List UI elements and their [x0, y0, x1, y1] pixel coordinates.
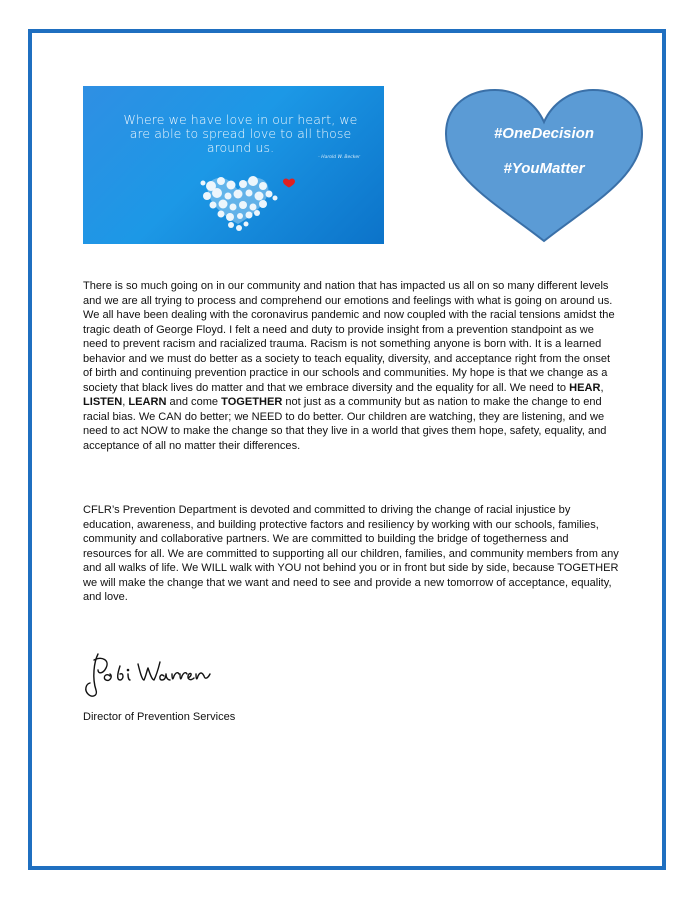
quote-banner-image — [83, 86, 384, 244]
word-together: TOGETHER — [221, 396, 283, 409]
word-listen: LISTEN — [83, 396, 123, 409]
letter-paragraph-1 — [83, 279, 619, 454]
para1-text-after: not just as a community but as nation to make the change to end racial bias. We CAN do better; we NEED to do better. Our children are watching, they are listening, and we need to act NOW to make the change so that they live in a world that gives them hope, safety, equality, and acceptance of all no matter their differences. — [83, 396, 607, 453]
quote-author: - Harold W. Becker — [318, 155, 360, 160]
word-hear: HEAR — [569, 381, 601, 394]
signer-title: Director of Prevention Services — [83, 711, 236, 723]
heart-cluster-icon — [83, 86, 384, 244]
hashtag-one-decision: #OneDecision — [493, 125, 595, 142]
quote-text: Where we have love in our heart, we are able to spread love to all those around us. — [123, 112, 358, 155]
separator: , — [600, 381, 604, 394]
letter-paragraph-2: CFLR’s Prevention Department is devoted and committed to driving the change of racial injustice by education, awareness, and building protective factors and resiliency by working with our schools, families, community and collaborative partners. We are committed to building the bridge of togetherness and resources for all. We are committed to supporting all our children, families, and community members from any and all walks of life. We WILL walk with YOU not behind you or in front but side by side, because TOGETHER we will make the change that we want and need to see and provide a new tomorrow of acceptance, equality, and love. — [83, 504, 619, 604]
handwritten-signature — [80, 650, 215, 700]
para1-text-before: There is so much going on in our community and nation that has impacted us all on so many different levels and we are all trying to process and comprehend our emotions and feelings with what is going on around us. We all have been dealing with the coronavirus pandemic and now coupled with the racial tensions amidst the tragic death of George Floyd. I felt a need and duty to provide insight from a prevention standpoint as we need to prevent racism and racialized trauma. Racism is not something anyone is born with. It is a learned behavior and we must do better as a society to teach equality, diversity, and acceptance right from the onset of birth and continuing prevention practice in our schools and communities. My hope is that we change as a society that black lives do matter and that we embrace diversity and the equality for all. We need to — [83, 280, 615, 394]
word-learn: LEARN — [128, 396, 167, 409]
separator: and come — [166, 396, 222, 409]
hashtag-you-matter: #YouMatter — [503, 160, 585, 177]
separator: , — [122, 396, 129, 409]
